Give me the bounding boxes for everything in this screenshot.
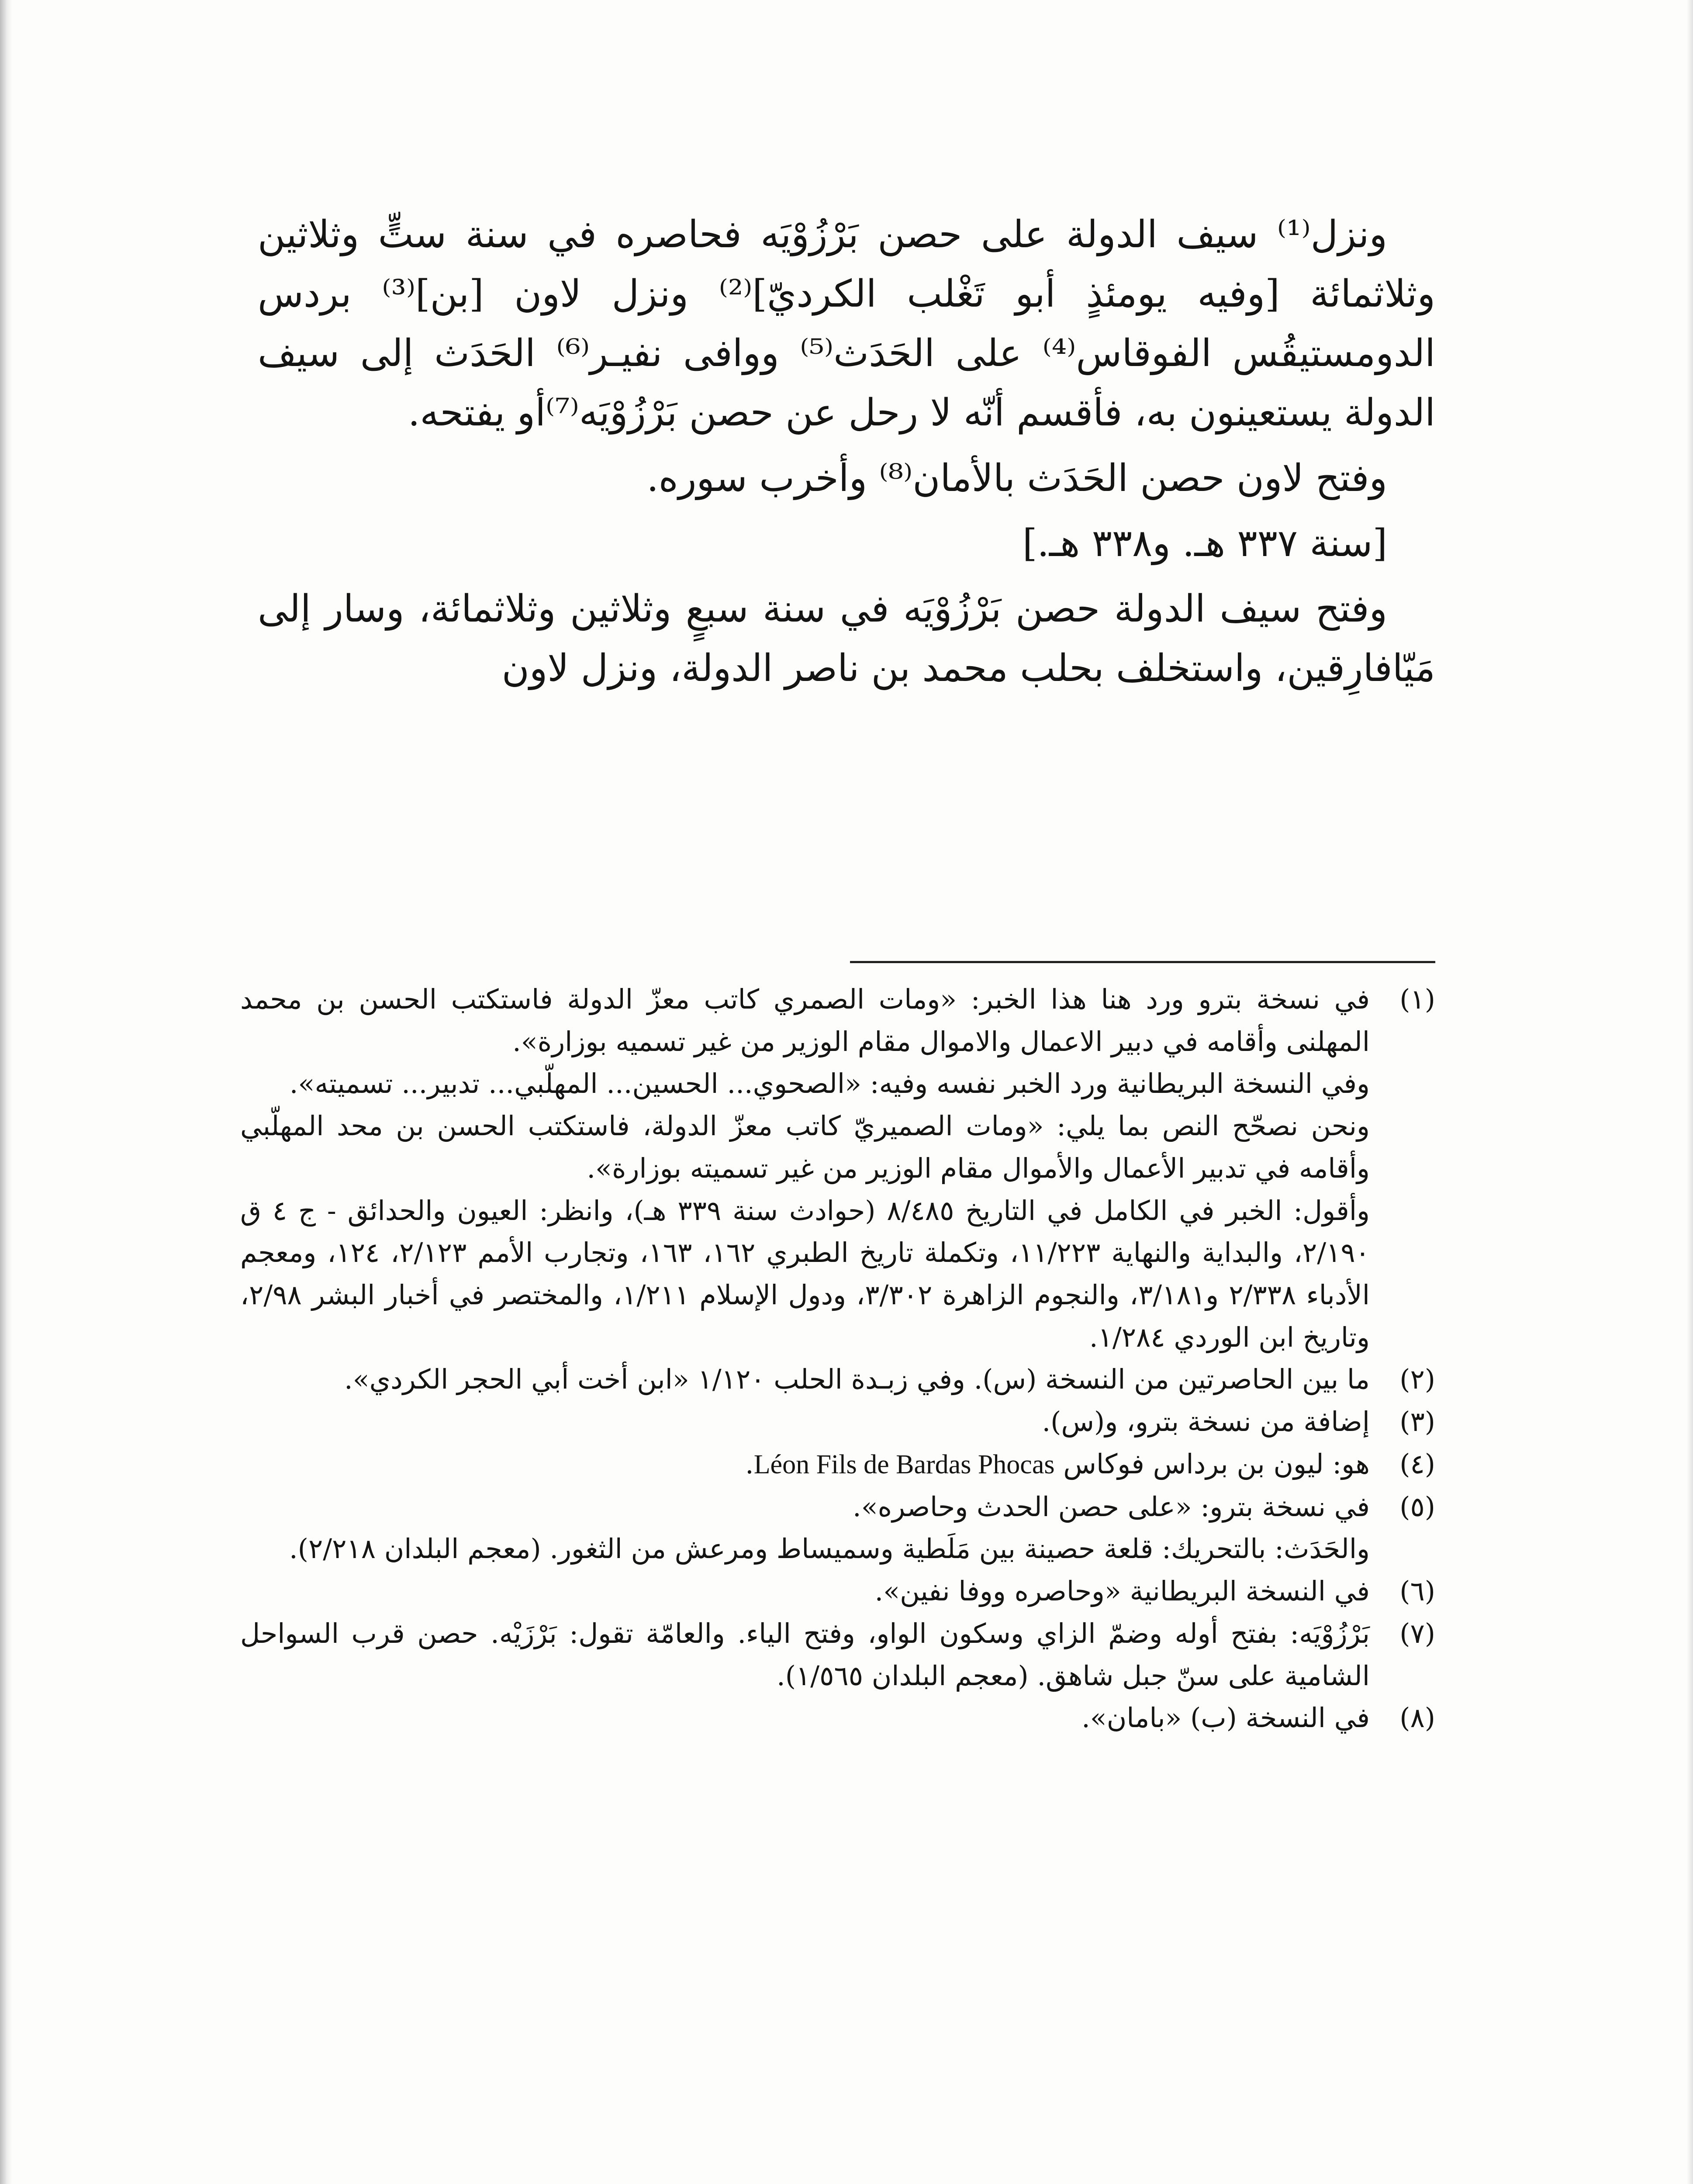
- main-paragraph-3: وفتح سيف الدولة حصن بَرْزُوْيَه في سنة سبعٍ وثلاثين وثلاثمائة، وسار إلى مَيّافارِقين، واستخلف بحلب محمد بن ناصر الدولة، ونزل لاون: [258, 587, 1435, 691]
- main-paragraph-2: وفتح لاون حصن الحَدَث بالأمان⁽⁸⁾ وأخرب سوره.: [646, 456, 1387, 500]
- footnote-number: (٥): [1399, 1490, 1435, 1523]
- footnotes-block: [240, 978, 1435, 1739]
- footnote-3: [240, 1401, 1435, 1443]
- footnote-number: (١): [1399, 983, 1435, 1015]
- footnote-2: [240, 1358, 1435, 1401]
- footnote-body: [240, 978, 1370, 1358]
- footnote-number: (٧): [1399, 1617, 1435, 1649]
- footnote-paragraph: ونحن نصحّح النص بما يلي: «ومات الصميريّ كاتب معزّ الدولة، فاستكتب الحسن بن محد المهلّبي وأقامه في تدبير الأعمال والأموال مقام الوزير من غير تسميته بوزارة».: [240, 1110, 1370, 1184]
- footnote-body: في نسخة بترو: «على حصن الحدث وحاصره».: [853, 1490, 1370, 1523]
- main-paragraph-1: ونزل⁽¹⁾ سيف الدولة على حصن بَرْزُوْيَه فحاصره في سنة ستٍّ وثلاثين وثلاثمائة [وفيه يومئذٍ أبو تَغْلب الكرديّ]⁽²⁾ ونزل لاون [بن]⁽³⁾ بردس الدومستيقُس الفوقاس⁽⁴⁾ على الحَدَث⁽⁵⁾ ووافى نفيـر⁽⁶⁾ الحَدَث إلى سيف الدولة يستعينون به، فأقسم أنّه لا رحل عن حصن بَرْزُوْيَه⁽⁷⁾أو يفتحه.: [258, 213, 1435, 435]
- footnote-body: بَرْزُوْيَه: بفتح أوله وضمّ الزاي وسكون الواو، وفتح الياء. والعامّة تقول: بَرْزَيْه. حصن قرب السواحل الشامية على سنّ جبل شاهق. (معجم البلدان ١/٥٦٥).: [240, 1617, 1370, 1692]
- scan-edge-left: [0, 0, 12, 2184]
- footnote-8: [240, 1697, 1435, 1739]
- scan-edge-right: [1687, 0, 1693, 2184]
- footnote-number: (٣): [1399, 1406, 1435, 1438]
- section-heading-year: [سنة ٣٣٧ هـ. و٣٣٨ هـ.]: [1022, 522, 1387, 566]
- footnote-7: [240, 1613, 1435, 1697]
- footnote-text-end: .: [745, 1448, 754, 1480]
- footnote-6: [240, 1570, 1435, 1613]
- footnote-body: ما بين الحاصرتين من النسخة (س). وفي زبـدة الحلب ١/١٢٠ «ابن أخت أبي الحجر الكردي».: [344, 1363, 1370, 1396]
- footnote-paragraph: وفي النسخة البريطانية ورد الخبر نفسه وفيه: «الصحوي... الحسين... المهلّبي... تدبير... تسميته».: [289, 1068, 1370, 1100]
- footnote-number: (٢): [1399, 1363, 1435, 1396]
- footnote-body: إضافة من نسخة بترو، و(س).: [1042, 1406, 1370, 1438]
- footnote-body: في النسخة البريطانية «وحاصره ووفا نفين».: [874, 1575, 1370, 1607]
- footnote-5: [240, 1486, 1435, 1528]
- footnote-separator: [850, 961, 1435, 963]
- footnote-body: في النسخة (ب) «بامان».: [1081, 1702, 1370, 1734]
- footnote-4: [240, 1443, 1435, 1486]
- footnote-paragraph: في نسخة بترو ورد هنا هذا الخبر: «ومات الصمري كاتب معزّ الدولة فاستكتب الحسن بن محمد المهلنى وأقامه في دبير الاعمال والاموال مقام الوزير من غير تسميه بوزارة».: [240, 983, 1370, 1057]
- footnote-number: (٨): [1399, 1702, 1435, 1734]
- footnote-1: [240, 978, 1435, 1358]
- footnote-5-continuation: والحَدَث: بالتحريك: قلعة حصينة بين مَلَطية وسميساط ومرعش من الثغور. (معجم البلدان ٢/٢١٨).: [289, 1533, 1370, 1565]
- footnote-text-arabic: هو: ليون بن برداس فوكاس: [1063, 1448, 1370, 1480]
- footnote-body: [240, 1443, 1370, 1486]
- footnote-paragraph: وأقول: الخبر في الكامل في التاريخ ٨/٤٨٥ (حوادث سنة ٣٣٩ هـ)، وانظر: العيون والحدائق - ج ٤ ق ٢/١٩٠، والبداية والنهاية ١١/٢٢٣، وتكملة تاريخ الطبري ١٦٢، ١٦٣، وتجارب الأمم ٢/١٢٣، ١٢٤، ومعجم الأدباء ٢/٣٣٨ و٣/١٨١، والنجوم الزاهرة ٣/٣٠٢، ودول الإسلام ١/٢١١، والمختصر في أخبار البشر ٢/٩٨، وتاريخ ابن الوردي ١/٢٨٤.: [240, 1194, 1370, 1353]
- footnote-number: (٤): [1399, 1448, 1435, 1480]
- footnote-text-latin: Léon Fils de Bardas Phocas: [753, 1449, 1055, 1479]
- main-text-block: [258, 205, 1435, 705]
- footnote-number: (٦): [1399, 1575, 1435, 1607]
